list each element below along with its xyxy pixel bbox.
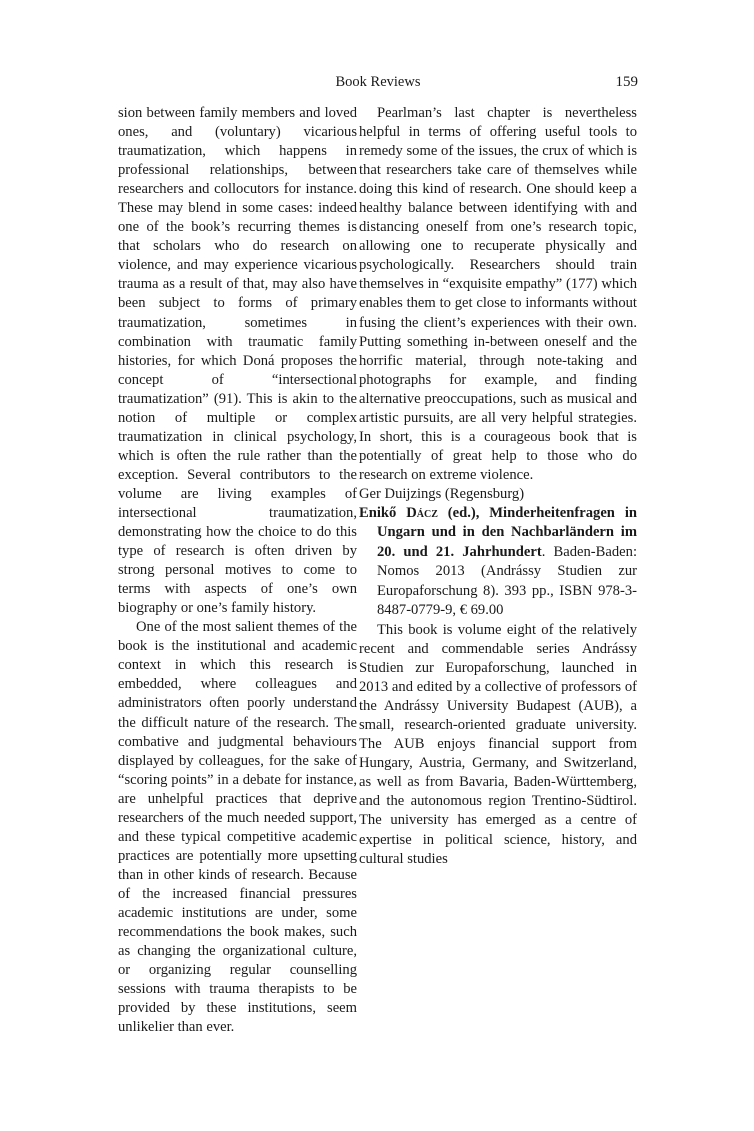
review-book-title: (ed.), Minderheitenfragen in Ungarn und in den Nachbarländern im 20. und 21. Jahrhundert bbox=[377, 504, 637, 560]
left-column bbox=[118, 104, 357, 1037]
review-heading bbox=[359, 504, 637, 621]
review-publication-info: . Baden-Baden: Nomos 2013 (Andrássy Studien zur Europaforschung 8). 393 pp., ISBN 978-3-8487-0779-9, € 69.00 bbox=[377, 543, 638, 619]
left-paragraph-2: One of the most salient themes of the book is the institutional and academic context in which this research is embedded, where colleagues and administrators often poorly understand the difficult nature of the research. The combative and judgmental behaviours displayed by colleagues, for the sake of “scoring points” in a debate for instance, are unhelpful practices that deprive researchers of the much needed support, and these typical competitive academic practices are potentially more upsetting than in other kinds of research. Because of the increased financial pressures academic institutions are under, some recommendations the book makes, such as changing the organizational culture, or organizing regular counselling sessions with trauma therapists to be provided by these institutions, seem unlikelier than ever. bbox=[118, 619, 357, 1036]
right-column bbox=[359, 104, 637, 869]
right-paragraph-2: This book is volume eight of the relatively recent and commendable series Andrássy Studien zur Europaforschung, launched in 2013 and edited by a collective of professors of the Andrássy University Budapest (AUB), a small, research-oriented graduate university. The AUB enjoys financial support from Hungary, Austria, Germany, and Switzerland, as well as from Bavaria, Baden-Württemberg, and the autonomous region Trentino-Südtirol. The university has emerged as a centre of expertise in political science, history, and cultural studies bbox=[359, 621, 637, 867]
review-author-last: Dácz bbox=[406, 504, 438, 521]
running-header bbox=[118, 74, 638, 96]
page-number: 159 bbox=[615, 74, 638, 90]
right-paragraph-1: Pearlman’s last chapter is nevertheless helpful in terms of offering useful tools to remedy some of the issues, the crux of which is that researchers take care of themselves while doing this kind of research. One should keep a healthy balance between identifying with and distancing oneself from one’s research topic, allowing one to recuperate physically and psychologically. Researchers should train themselves in “exquisite empathy” (177) which enables them to get close to informants without fusing the client’s experiences with their own. Putting something in-between oneself and the horrific material, through note-taking and photographs for example, and finding alternative preoccupations, such as musical and artistic pursuits, are all very helpful strategies. In short, this is a courageous book that is potentially of great help to those who do research on extreme violence. bbox=[359, 105, 637, 483]
reviewer-signature: Ger Duijzings (Regensburg) bbox=[359, 485, 525, 502]
review-author-first: Enikő bbox=[359, 504, 407, 521]
left-paragraph-1: sion between family members and loved ones, and (voluntary) vicarious traumatization, which happens in professional relationships, between researchers and collocutors for instance. These may blend in some cases: indeed one of the book’s recurring themes is that scholars who do research on violence, and may experience vicarious trauma as a result of that, may also have been subject to forms of primary traumatization, sometimes in combination with traumatic family histories, for which Doná proposes the concept of “intersectional traumatization” (91). This is akin to the notion of multiple or complex traumatization in clinical psychology, which is often the rule rather than the exception. Several contributors to the volume are living examples of intersectional traumatization, demonstrating how the choice to do this type of research is often driven by strong personal motives to come to terms with aspects of one’s own biography or one’s family history. bbox=[118, 105, 357, 617]
running-title: Book Reviews bbox=[335, 74, 421, 90]
